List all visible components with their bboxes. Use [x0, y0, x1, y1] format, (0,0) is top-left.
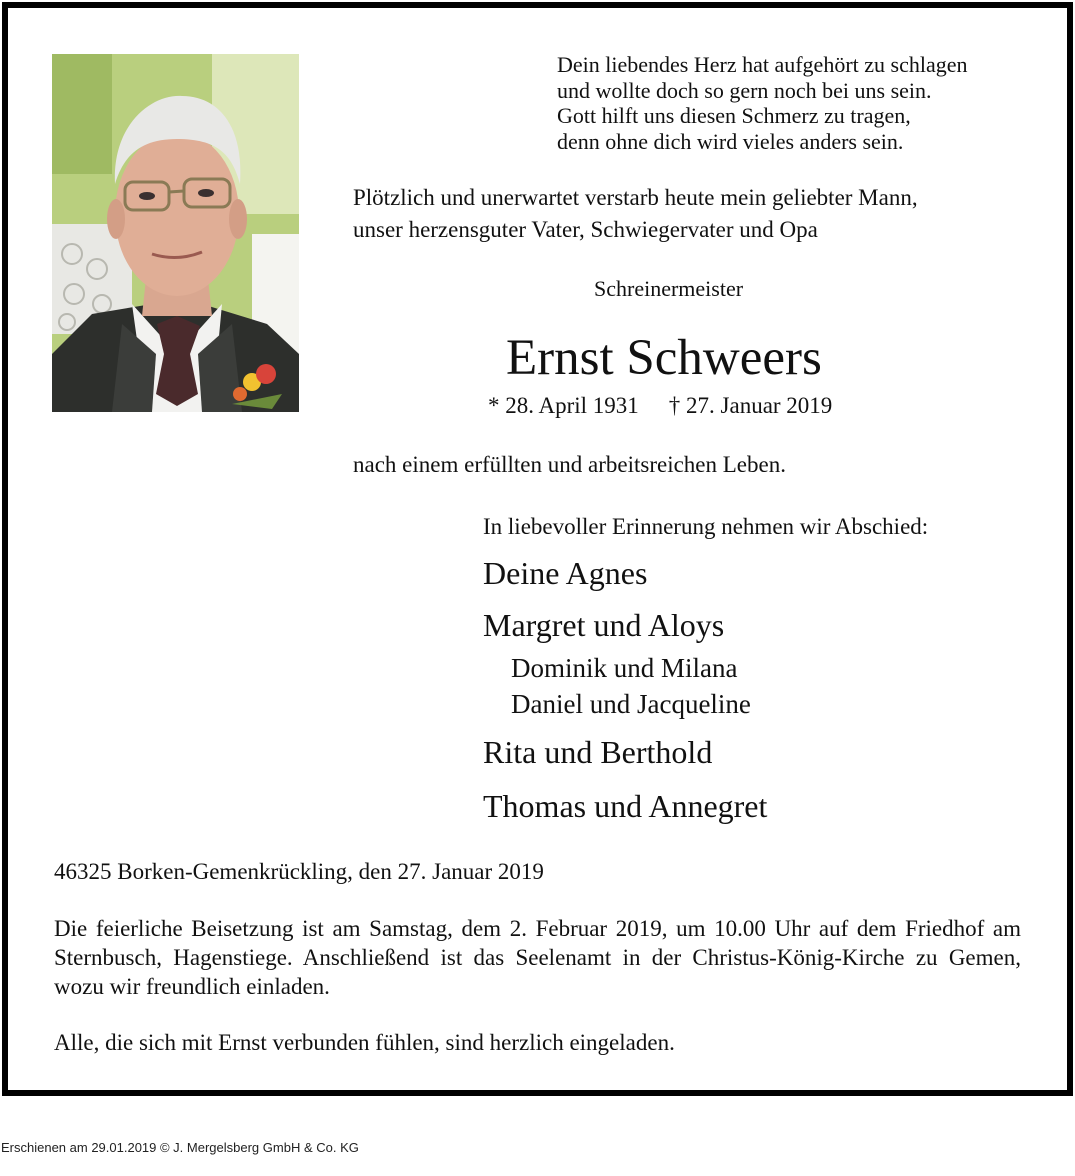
family-member: Dominik und Milana [511, 653, 738, 683]
portrait-photo [52, 54, 299, 412]
portrait-photo-icon [52, 54, 299, 412]
intro-line: Plötzlich und unerwartet verstarb heute mein geliebter Mann, [353, 185, 918, 210]
family-member: Deine Agnes [483, 555, 648, 591]
death-date: † 27. Januar 2019 [668, 393, 833, 418]
life-dates [488, 393, 832, 419]
family-member: Thomas und Annegret [483, 788, 768, 824]
family-member: Margret und Aloys [483, 607, 725, 643]
place-date: 46325 Borken-Gemenkrückling, den 27. Januar 2019 [54, 859, 544, 884]
intro-text [353, 182, 918, 246]
poem-line: Gott hilft uns diesen Schmerz zu tragen, [557, 103, 911, 128]
publication-footer: Erschienen am 29.01.2019 © J. Mergelsberg GmbH & Co. KG [1, 1140, 359, 1155]
family-member: Rita und Berthold [483, 734, 713, 770]
poem-line: und wollte doch so gern noch bei uns sein. [557, 77, 932, 103]
poem-line: Dein liebendes Herz hat aufgehört zu schlagen [557, 52, 968, 77]
intro-line: unser herzensguter Vater, Schwiegervater und Opa [353, 217, 818, 242]
poem [557, 52, 968, 154]
birth-date: * 28. April 1931 [488, 393, 639, 418]
life-summary: nach einem erfüllten und arbeitsreichen Leben. [353, 452, 786, 477]
farewell-line: In liebevoller Erinnerung nehmen wir Abschied: [483, 514, 929, 539]
invitation-text: Alle, die sich mit Ernst verbunden fühlen, sind herzlich eingeladen. [54, 1030, 675, 1055]
occupation-title: Schreinermeister [594, 276, 744, 301]
family-member: Daniel und Jacqueline [511, 689, 751, 719]
deceased-name: Ernst Schweers [506, 330, 822, 386]
poem-line: denn ohne dich wird vieles anders sein. [557, 128, 904, 154]
funeral-details: Die feierliche Beisetzung ist am Samstag, dem 2. Februar 2019, um 10.00 Uhr auf dem Friedhof am Sternbusch, Hagenstiege. Anschließend ist das Seelenamt in der Christus-König-Kirche zu Gemen, wozu wir freundlich einladen. [54, 916, 1021, 999]
